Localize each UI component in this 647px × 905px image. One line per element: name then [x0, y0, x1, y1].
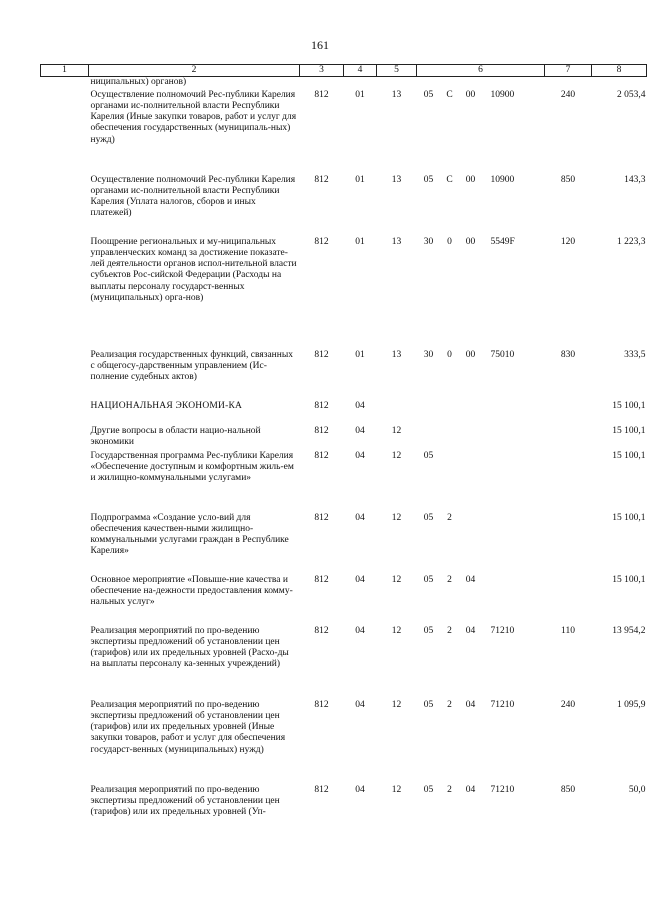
grbs-code: 812: [314, 625, 329, 636]
section-code: 04: [355, 450, 365, 461]
empty-cell: [41, 175, 89, 237]
target-article-part: 05: [423, 625, 434, 636]
empty-cell: [41, 785, 89, 847]
grbs-code: 812: [314, 89, 329, 100]
table-row: [41, 700, 647, 785]
amount-value: 15 100,1: [612, 400, 646, 411]
target-article-part: 05: [423, 512, 434, 523]
target-article-parts: [417, 175, 545, 186]
table-row: [41, 575, 647, 626]
target-article-part: 05: [423, 450, 434, 461]
table-header: [41, 65, 647, 77]
expense-type-code: 110: [561, 625, 575, 636]
target-article-code: [417, 575, 545, 626]
table-row: [41, 350, 647, 401]
expense-type-code: 240: [560, 699, 576, 710]
section-code: 04: [355, 699, 365, 710]
target-article-part: 00: [465, 236, 476, 247]
grbs-code: 812: [314, 174, 329, 185]
target-article-part: 04: [465, 784, 476, 795]
row-name: Реализация мероприятий по про-ведению экспертизы предложений об установлении цен (тарифов) или их предельных уровней (Уп-: [90, 784, 280, 818]
target-article-parts: [417, 90, 545, 101]
target-article-part: [483, 513, 545, 524]
grbs-code: 812: [314, 574, 329, 585]
target-article-parts: [417, 700, 545, 711]
target-article-part: 10900: [490, 89, 515, 100]
target-article-part: 2: [447, 574, 452, 585]
grbs-code: 812: [314, 784, 329, 795]
expense-type-code: 830: [560, 349, 576, 360]
subsection-code: 12: [391, 784, 402, 795]
target-article-part: 2: [447, 699, 452, 710]
target-article-part: 05: [423, 784, 434, 795]
row-name: Осуществление полномочий Рес-публики Карелия органами ис-полнительной власти Республики Карелия (Иные закупки товаров, работ и услуг для обеспечения государственных (муниципаль-ных) нужд): [90, 89, 297, 145]
table-row: [41, 451, 647, 513]
section-code: 01: [355, 349, 365, 360]
target-article-part: 30: [423, 349, 434, 360]
expense-type-code: [545, 77, 592, 90]
budget-table: [40, 64, 647, 847]
subsection-code: [377, 401, 417, 426]
subsection-code: 13: [391, 174, 402, 185]
amount-value: 13 954,2: [612, 625, 646, 636]
empty-cell: [41, 401, 89, 426]
subsection-code: 12: [391, 574, 402, 585]
section-code: 01: [355, 89, 365, 100]
target-article-part: 75010: [490, 349, 515, 360]
target-article-code: [417, 700, 545, 785]
target-article-code: [417, 401, 545, 426]
column-header: 4: [344, 65, 377, 77]
empty-cell: [41, 90, 89, 175]
section-code: 04: [355, 784, 365, 795]
amount-value: [592, 77, 647, 90]
amount-value: 1 095,9: [617, 699, 646, 710]
target-article-part: [441, 451, 459, 462]
empty-cell: [41, 451, 89, 513]
target-article-part: [483, 575, 545, 586]
expense-type-code: [545, 426, 592, 451]
subsection-code: 13: [391, 89, 402, 100]
row-name: Другие вопросы в области нацио-нальной экономики: [90, 425, 261, 447]
column-header: 7: [545, 65, 592, 77]
target-article-part: [459, 451, 483, 462]
empty-cell: [41, 77, 89, 90]
section-code: 04: [355, 512, 365, 523]
column-header: 8: [592, 65, 647, 77]
target-article-code: [417, 350, 545, 401]
grbs-code: 812: [314, 425, 329, 436]
target-article-part: С: [446, 89, 453, 100]
empty-cell: [41, 700, 89, 785]
target-article-parts: [417, 451, 545, 462]
subsection-code: 13: [391, 236, 402, 247]
subsection-code: 13: [391, 349, 402, 360]
row-name: Подпрограмма «Создание усло-вий для обеспечения качествен-ными жилищно-коммунальными услугами граждан в Республике Карелия»: [90, 512, 289, 557]
target-article-part: 2: [447, 512, 452, 523]
column-header: 3: [300, 65, 344, 77]
target-article-code: [417, 175, 545, 237]
target-article-part: 00: [465, 174, 476, 185]
expense-type-code: 240: [560, 89, 576, 100]
grbs-code: 812: [314, 512, 329, 523]
section-code: 01: [355, 174, 365, 185]
grbs-code: 812: [314, 450, 329, 461]
amount-value: 15 100,1: [612, 574, 646, 585]
empty-cell: [41, 626, 89, 700]
grbs-code: 812: [314, 699, 329, 710]
grbs-code: 812: [314, 349, 329, 360]
target-article-part: 0: [447, 349, 452, 360]
target-article-part: 00: [465, 349, 476, 360]
section-code: 04: [355, 574, 365, 585]
grbs-code: 812: [314, 236, 329, 247]
column-header: 5: [377, 65, 417, 77]
column-header: 1: [41, 65, 89, 77]
amount-value: 1 223,3: [617, 236, 646, 247]
target-article-code: [417, 785, 545, 847]
target-article-code: [417, 77, 545, 90]
subsection-code: [377, 77, 417, 90]
subsection-code: 12: [391, 625, 402, 636]
amount-value: 143,3: [624, 174, 646, 185]
amount-value: 2 053,4: [617, 89, 646, 100]
target-article-part: [483, 451, 545, 462]
target-article-code: [417, 513, 545, 575]
section-code: 04: [355, 425, 365, 436]
header-row: [41, 65, 647, 77]
section-code: [344, 77, 377, 90]
target-article-code: [417, 90, 545, 175]
section-code: 04: [355, 625, 365, 636]
target-article-code: [417, 237, 545, 350]
row-name: Реализация государственных функций, связанных с общегосу-дарственным управлением (Ис-полнение судебных актов): [90, 349, 293, 383]
target-article-parts: [417, 575, 545, 586]
column-header: 2: [89, 65, 300, 77]
page-number: 161: [311, 38, 329, 52]
expense-type-code: [545, 575, 592, 626]
section-code: 01: [355, 236, 365, 247]
empty-cell: [41, 575, 89, 626]
target-article-part: 05: [423, 699, 434, 710]
target-article-part: 10900: [490, 174, 515, 185]
grbs-code: [300, 77, 344, 90]
row-name: НАЦИОНАЛЬНАЯ ЭКОНОМИ-КА: [90, 400, 243, 411]
table-row: [41, 513, 647, 575]
row-name: ниципальных) органов): [90, 77, 187, 87]
amount-value: 15 100,1: [612, 425, 646, 436]
target-article-parts: [417, 626, 545, 637]
target-article-part: 04: [465, 574, 476, 585]
target-article-parts: [417, 237, 545, 248]
target-article-part: 2: [447, 625, 452, 636]
subsection-code: 12: [391, 425, 402, 436]
target-article-part: 05: [423, 89, 434, 100]
expense-type-code: [545, 451, 592, 513]
target-article-code: [417, 451, 545, 513]
target-article-part: 05: [423, 574, 434, 585]
target-article-parts: [417, 513, 545, 524]
row-name: Поощрение региональных и му-ниципальных управленческих команд за достижение показате-лей деятельности органов испол-нительной власти субъектов Рос-сийской Федерации (Расходы на выплаты персоналу государст-венных (муниципальных) орга-нов): [90, 236, 297, 303]
target-article-part: [459, 513, 483, 524]
table-row: [41, 77, 647, 90]
target-article-code: [417, 626, 545, 700]
target-article-parts: [417, 350, 545, 361]
row-name: Государственная программа Рес-публики Карелия «Обеспечение доступным и комфортным жиль-ем и жилищно-коммунальными услугами»: [90, 450, 294, 484]
target-article-part: 30: [423, 236, 434, 247]
target-article-part: 71210: [490, 784, 515, 795]
target-article-part: 04: [465, 625, 476, 636]
target-article-parts: [417, 785, 545, 796]
table-row: [41, 90, 647, 175]
amount-value: 333,5: [624, 349, 646, 360]
empty-cell: [41, 237, 89, 350]
table-row: [41, 401, 647, 426]
expense-type-code: 120: [560, 236, 576, 247]
table-row: [41, 626, 647, 700]
target-article-part: 2: [447, 784, 452, 795]
table-row: [41, 426, 647, 451]
target-article-part: 5549F: [490, 236, 515, 247]
expense-type-code: 850: [560, 784, 576, 795]
amount-value: 15 100,1: [612, 512, 646, 523]
target-article-code: [417, 426, 545, 451]
target-article-part: 71210: [490, 699, 515, 710]
target-article-part: 71210: [490, 625, 515, 636]
target-article-part: 00: [465, 89, 476, 100]
section-code: 04: [355, 400, 365, 411]
column-header: 6: [417, 65, 545, 77]
expense-type-code: [545, 401, 592, 426]
expense-type-code: 850: [560, 174, 576, 185]
amount-value: 50,0: [628, 784, 646, 795]
subsection-code: 12: [391, 699, 402, 710]
grbs-code: 812: [314, 400, 329, 411]
subsection-code: 12: [391, 512, 402, 523]
row-name: Основное мероприятие «Повыше-ние качества и обеспечение на-дежности предоставления комму-нальных услуг»: [90, 574, 293, 608]
target-article-part: С: [446, 174, 453, 185]
table-body: [41, 77, 647, 847]
row-name: Осуществление полномочий Рес-публики Карелия органами ис-полнительной власти Республики Карелия (Уплата налогов, сборов и иных платежей): [90, 174, 296, 219]
table-row: [41, 237, 647, 350]
row-name: Реализация мероприятий по про-ведению экспертизы предложений об установлении цен (тарифов) или их предельных уровней (Расхо-ды на выплаты персоналу ка-зенных учреждений): [90, 625, 289, 670]
expense-type-code: [545, 513, 592, 575]
amount-value: 15 100,1: [612, 450, 646, 461]
empty-cell: [41, 350, 89, 401]
target-article-part: 0: [447, 236, 452, 247]
empty-cell: [41, 513, 89, 575]
table-row: [41, 785, 647, 847]
row-name: Реализация мероприятий по про-ведению экспертизы предложений об установлении цен (тарифов) или их предельных уровней (Иные закупки товаров, работ и услуг для обеспечения государст-венных (муниципальных) нужд): [90, 699, 286, 755]
table-row: [41, 175, 647, 237]
target-article-part: 04: [465, 699, 476, 710]
subsection-code: 12: [391, 450, 402, 461]
target-article-part: 05: [423, 174, 434, 185]
empty-cell: [41, 426, 89, 451]
